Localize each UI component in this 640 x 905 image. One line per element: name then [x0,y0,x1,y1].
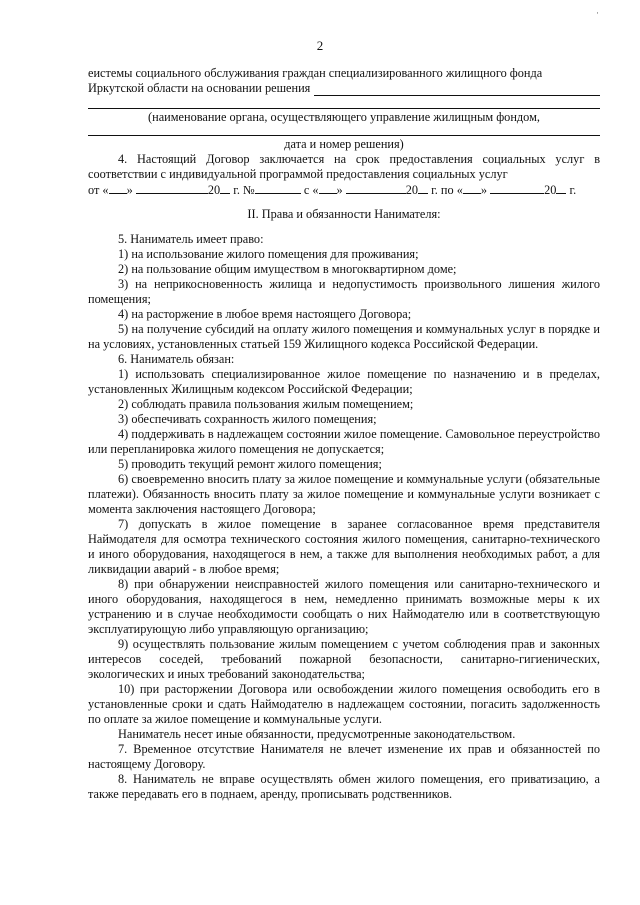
paragraph: 7. Временное отсутствие Нанимателя не влечет изменение их прав и обязанностей по настоящему Договору. [88,742,600,771]
paragraph: 1) использовать специализированное жилое помещение по назначению и в пределах, установленных Жилищным кодексом Российской Федерации; [88,367,600,396]
paragraph: 10) при расторжении Договора или освобождении жилого помещения освободить его в установленные сроки и сдать Наймодателю в надлежащем состоянии, погасить задолженность по оплате за жилое помещение и коммунальные услуги. [88,682,600,726]
year-blank-2 [418,182,428,194]
month-blank-1 [136,182,208,194]
date-blank [88,125,600,136]
day-blank-1 [109,182,127,194]
year-blank-3 [556,182,566,194]
paragraph: 1) на использование жилого помещения для проживания; [118,247,419,261]
section-heading: II. Права и обязанности Нанимателя: [247,207,441,221]
page-number: 2 [316,38,324,53]
since-label: с « [303,183,319,197]
day-blank-3 [463,182,481,194]
paragraph: Наниматель несет иные обязанности, предусмотренные законодательством. [118,727,516,741]
paragraph: 8. Наниматель не вправе осуществлять обмен жилого помещения, его приватизацию, а также передавать его в поднаем, аренду, прописывать родственников. [88,772,600,801]
quote-3: » [480,183,488,197]
year-3: 20 [544,183,557,197]
paragraph: 9) осуществлять пользование жилым помещением с учетом соблюдения прав и законных интересов соседей, требований пожарной безопасности, санитарно-гигиенических, экологических и иных требований законодательства; [88,637,600,681]
paragraph-list [88,232,600,802]
paragraph: 7) допускать в жилое помещение в заранее согласованное время представителя Наймодателя для осмотра технического состояния жилого помещения, санитарно-технического и иного оборудования, находящегося в нем, а также для выполнения необходимых работ, а для ликвидации аварий - в любое время; [88,517,600,576]
clause-4-text: 4. Настоящий Договор заключается на срок предоставления социальных услуг в соответствии с индивидуальной программой предоставления социальных услуг [88,152,600,181]
caption-date: дата и номер решения) [284,137,404,151]
intro-line-2 [88,81,600,96]
authority-blank [88,96,600,109]
paragraph: 2) на пользование общим имуществом в многоквартирном доме; [118,262,457,276]
paragraph: 3) на неприкосновенность жилища и недопустимость произвольного лишения жилого помещения; [88,277,600,306]
paragraph: 5. Наниматель имеет право: [118,232,264,246]
paragraph: 4) на расторжение в любое время настоящего Договора; [118,307,412,321]
caption-authority: (наименование органа, осуществляющего управление жилищным фондом, [148,110,540,124]
paragraph: 6) своевременно вносить плату за жилое помещение и коммунальные услуги (обязательные платежи). Обязанность вносить плату за жилое помещение и коммунальные услуги возникает с момента заключения настоящего Договора; [88,472,600,516]
year-2: 20 [405,183,419,197]
number-blank [255,182,301,194]
paragraph: 5) проводить текущий ремонт жилого помещения; [118,457,382,471]
month-blank-3 [490,182,544,194]
intro-line-1: еистемы социального обслуживания граждан специализированного жилищного фонда [88,66,543,80]
year-1: 20 [207,183,221,197]
year-suffix: г. [569,183,577,197]
number-label: г. № [233,183,255,197]
clause-4-dates [88,182,600,198]
decision-blank [314,83,600,96]
document-body [88,66,600,802]
paragraph: 8) при обнаружении неисправностей жилого помещения или санитарно-технического и иного оборудования, находящегося в нем, немедленно принимать возможные меры к их устранению и в случае необходимости сообщать о них Наймодателю или в соответствующую эксплуатирующую либо управляющую организацию; [88,577,600,636]
intro-line-2-text: Иркутской области на основании решения [88,81,311,95]
quote-2: » [336,183,343,197]
until-label: г. по « [431,183,463,197]
quote-1: » [126,183,133,197]
paragraph: 6. Наниматель обязан: [118,352,235,366]
paragraph: 4) поддерживать в надлежащем состоянии жилое помещение. Самовольное переустройство или перепланировка жилого помещения не допускается; [88,427,600,456]
from-label: от « [88,183,109,197]
year-blank-1 [220,182,230,194]
corner-mark: · [596,8,599,18]
paragraph: 5) на получение субсидий на оплату жилого помещения и коммунальных услуг в порядке и на условиях, установленных статьей 159 Жилищного кодекса Российской Федерации. [88,322,600,351]
month-blank-2 [346,182,406,194]
paragraph: 2) соблюдать правила пользования жилым помещением; [118,397,414,411]
paragraph: 3) обеспечивать сохранность жилого помещения; [118,412,377,426]
day-blank-2 [319,182,337,194]
